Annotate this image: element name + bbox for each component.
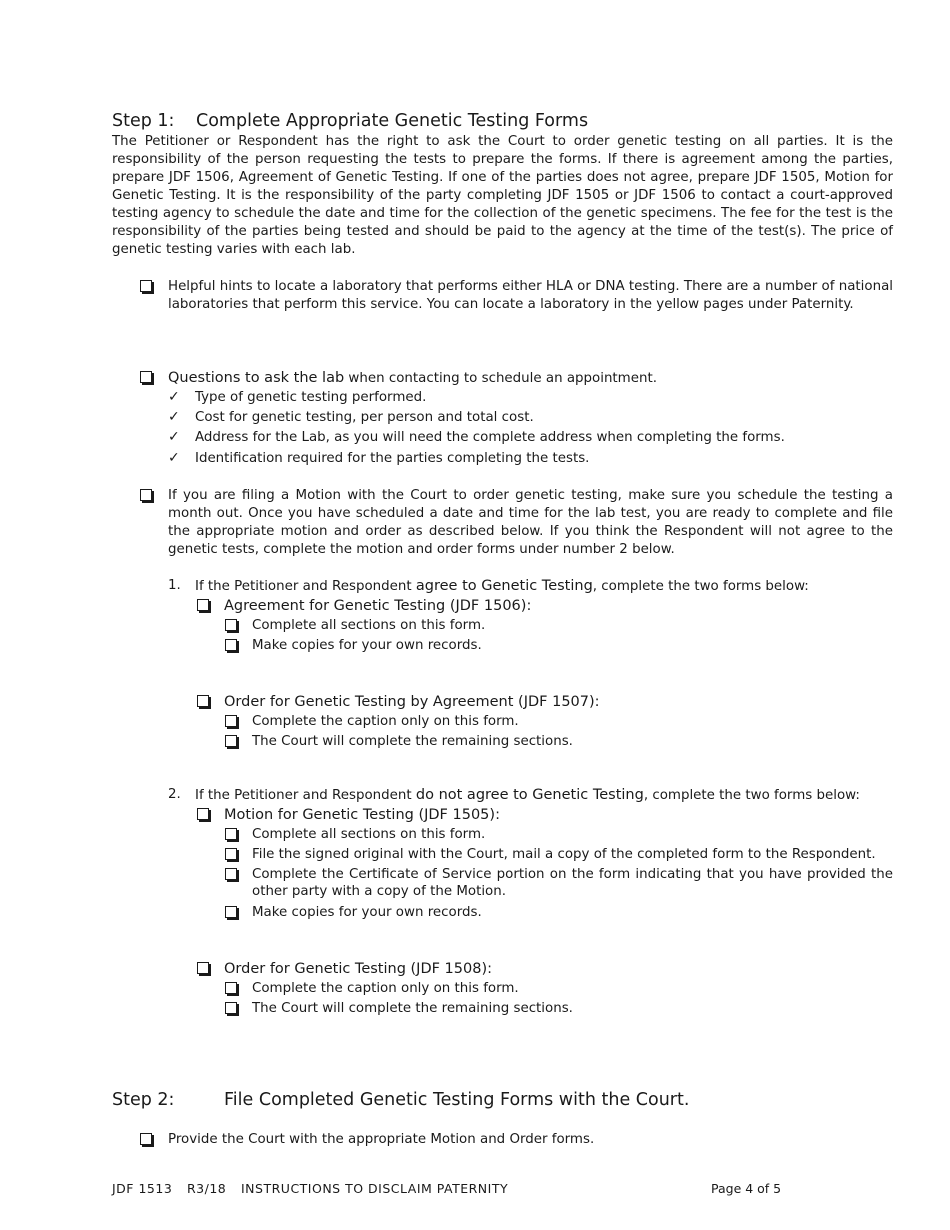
checkbox-icon (140, 280, 152, 292)
form-item-text: Complete all sections on this form. (252, 618, 486, 633)
checkbox-icon (197, 599, 209, 611)
form-item-text: The Court will complete the remaining sections. (252, 734, 573, 749)
footer-revision: R3/18 (187, 1181, 227, 1196)
checkbox-icon (225, 715, 237, 727)
option2-heading (168, 786, 893, 804)
option2-emph: do not agree to Genetic Testing (415, 787, 644, 803)
footer (112, 1180, 509, 1198)
footer-doc-title: INSTRUCTIONS TO DISCLAIM PATERNITY (241, 1181, 509, 1196)
footer-form-id: JDF 1513 (112, 1181, 173, 1196)
checkbox-icon (140, 489, 152, 501)
question-text: Address for the Lab, as you will need the complete address when completing the forms. (195, 430, 785, 445)
option2-rest: , complete the two forms below: (643, 788, 860, 803)
checkbox-icon (197, 808, 209, 820)
option1-emph: agree to Genetic Testing (415, 578, 593, 594)
checkbox-icon (225, 828, 237, 840)
form-item-text: Complete the Certificate of Service portion on the form indicating that you have provided the other party with a copy of the Motion. (252, 867, 893, 899)
option2-lead: If the Petitioner and Respondent (195, 788, 416, 803)
hints-text: Helpful hints to locate a laboratory that performs either HLA or DNA testing. There are a number of national laboratories that perform this service. You can locate a laboratory in the yellow pages under Paternity. (168, 279, 893, 312)
checkbox-icon (140, 371, 152, 383)
form-item-text: File the signed original with the Court, mail a copy of the completed form to the Respondent. (252, 847, 876, 862)
form-item-text: Make copies for your own records. (252, 905, 482, 920)
checkbox-icon (225, 982, 237, 994)
step2-heading (112, 1089, 690, 1111)
checkbox-icon (225, 1002, 237, 1014)
step2-label: Step 2: (112, 1090, 175, 1110)
form-title: Order for Genetic Testing (JDF 1508): (224, 961, 493, 977)
form-item-text: The Court will complete the remaining sections. (252, 1001, 573, 1016)
form-item-text: Complete the caption only on this form. (252, 714, 519, 729)
checkbox-icon (225, 848, 237, 860)
step1-heading (112, 110, 589, 132)
checkbox-icon (197, 695, 209, 707)
question-text: Identification required for the parties completing the tests. (195, 451, 590, 466)
option1-rest: , complete the two forms below: (592, 579, 809, 594)
option1-heading (168, 577, 893, 595)
check-icon: ✓ (168, 450, 180, 466)
form-item-text: Complete all sections on this form. (252, 827, 486, 842)
checkbox-icon (225, 868, 237, 880)
option2-number: 2. (168, 787, 181, 802)
question-text: Type of genetic testing performed. (195, 390, 427, 405)
checkbox-icon (197, 962, 209, 974)
step1-label: Step 1: (112, 111, 175, 131)
motion-note-text: If you are filing a Motion with the Court to order genetic testing, make sure you schedule the testing a month out. Once you have scheduled a date and time for the lab test, you are ready to complete and file the appropriate motion and order as described below. If you think the Respondent will not agree to the genetic tests, complete the motion and order forms under number 2 below. (168, 488, 893, 557)
step1-title: Complete Appropriate Genetic Testing Forms (196, 111, 589, 131)
step2-item-text: Provide the Court with the appropriate Motion and Order forms. (168, 1132, 595, 1147)
checkbox-icon (140, 1133, 152, 1145)
form-title: Order for Genetic Testing by Agreement (JDF 1507): (224, 694, 600, 710)
check-icon: ✓ (168, 409, 180, 425)
questions-lead: Questions to ask the lab (168, 370, 345, 386)
checkbox-icon (225, 639, 237, 651)
checkbox-icon (225, 619, 237, 631)
form-title: Agreement for Genetic Testing (JDF 1506): (224, 598, 532, 614)
step2-title: File Completed Genetic Testing Forms with the Court. (224, 1090, 690, 1110)
question-text: Cost for genetic testing, per person and total cost. (195, 410, 534, 425)
checkbox-icon (225, 735, 237, 747)
check-icon: ✓ (168, 429, 180, 445)
footer-page-number: Page 4 of 5 (711, 1181, 782, 1196)
questions-rest: when contacting to schedule an appointment. (344, 371, 657, 386)
check-icon: ✓ (168, 389, 180, 405)
step1-intro: The Petitioner or Respondent has the right to ask the Court to order genetic testing on all parties. It is the responsibility of the person requesting the tests to prepare the forms. If there is agreement among the parties, prepare JDF 1506, Agreement of Genetic Testing. If one of the parties does not agree, prepare JDF 1505, Motion for Genetic Testing. It is the responsibility of the party completing JDF 1505 or JDF 1506 to contact a court-approved testing agency to schedule the date and time for the collection of the genetic specimens. The fee for the test is the responsibility of the parties being tested and should be paid to the agency at the time of the test(s). The price of genetic testing varies with each lab. (112, 134, 893, 257)
form-item-text: Complete the caption only on this form. (252, 981, 519, 996)
form-item-text: Make copies for your own records. (252, 638, 482, 653)
checkbox-icon (225, 906, 237, 918)
option1-lead: If the Petitioner and Respondent (195, 579, 416, 594)
option1-number: 1. (168, 578, 181, 593)
form-title: Motion for Genetic Testing (JDF 1505): (224, 807, 500, 823)
